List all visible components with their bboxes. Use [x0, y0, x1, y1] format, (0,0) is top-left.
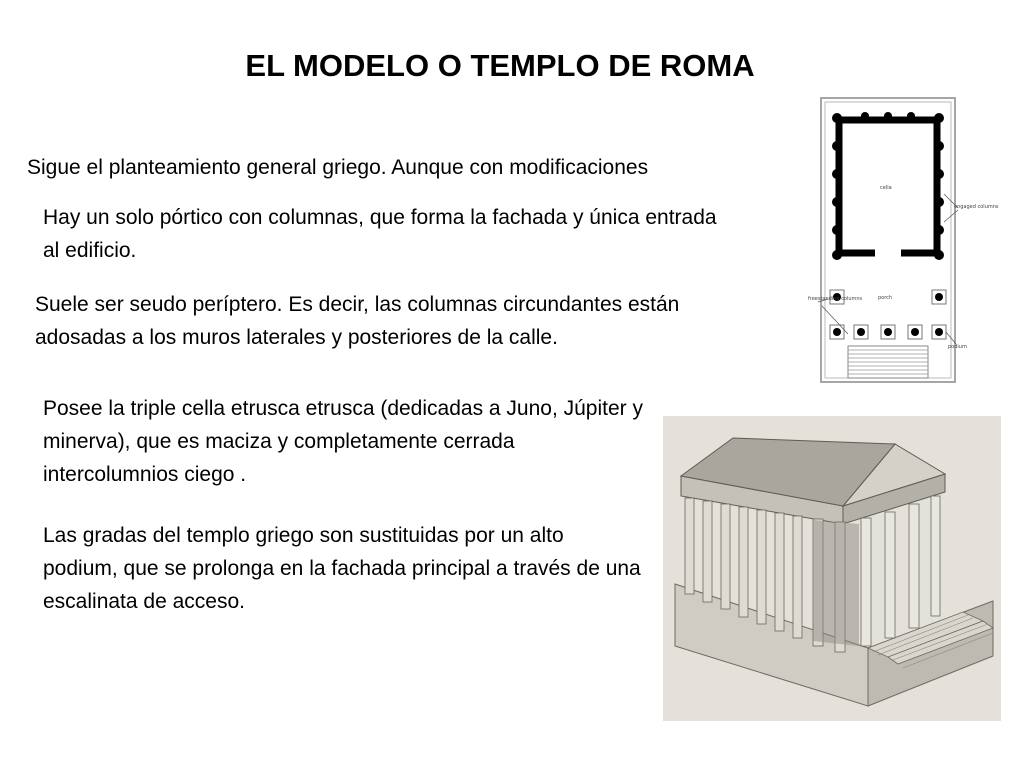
plan-label-engaged: engaged columns: [954, 204, 999, 210]
temple-floor-plan-diagram: [808, 94, 999, 388]
paragraph-portico: Hay un solo pórtico con columnas, que forma la fachada y única entrada al edificio.: [43, 206, 717, 262]
paragraph-pseudo-peripteral: Suele ser seudo períptero. Es decir, las columnas circundantes están adosadas a los muros laterales y posteriores de la calle.: [35, 293, 680, 349]
plan-label-cella: cella: [880, 185, 892, 191]
roman-temple-illustration: [663, 416, 1001, 721]
plan-label-podium: podium: [948, 344, 967, 350]
paragraph-podium: Las gradas del templo griego son sustituidas por un alto podium, que se prolonga en la fachada principal a través de una escalinata de acceso.: [43, 524, 641, 613]
plan-label-porch: porch: [878, 295, 893, 301]
plan-label-freestanding: freestanding columns: [808, 296, 863, 302]
paragraph-triple-cella: Posee la triple cella etrusca etrusca (dedicadas a Juno, Júpiter y minerva), que es maciza y completamente cerrada intercolumnios ciego .: [43, 397, 643, 486]
slide-title: EL MODELO O TEMPLO DE ROMA: [245, 48, 755, 83]
paragraph-general-plan: Sigue el planteamiento general griego. Aunque con modificaciones: [27, 156, 649, 179]
